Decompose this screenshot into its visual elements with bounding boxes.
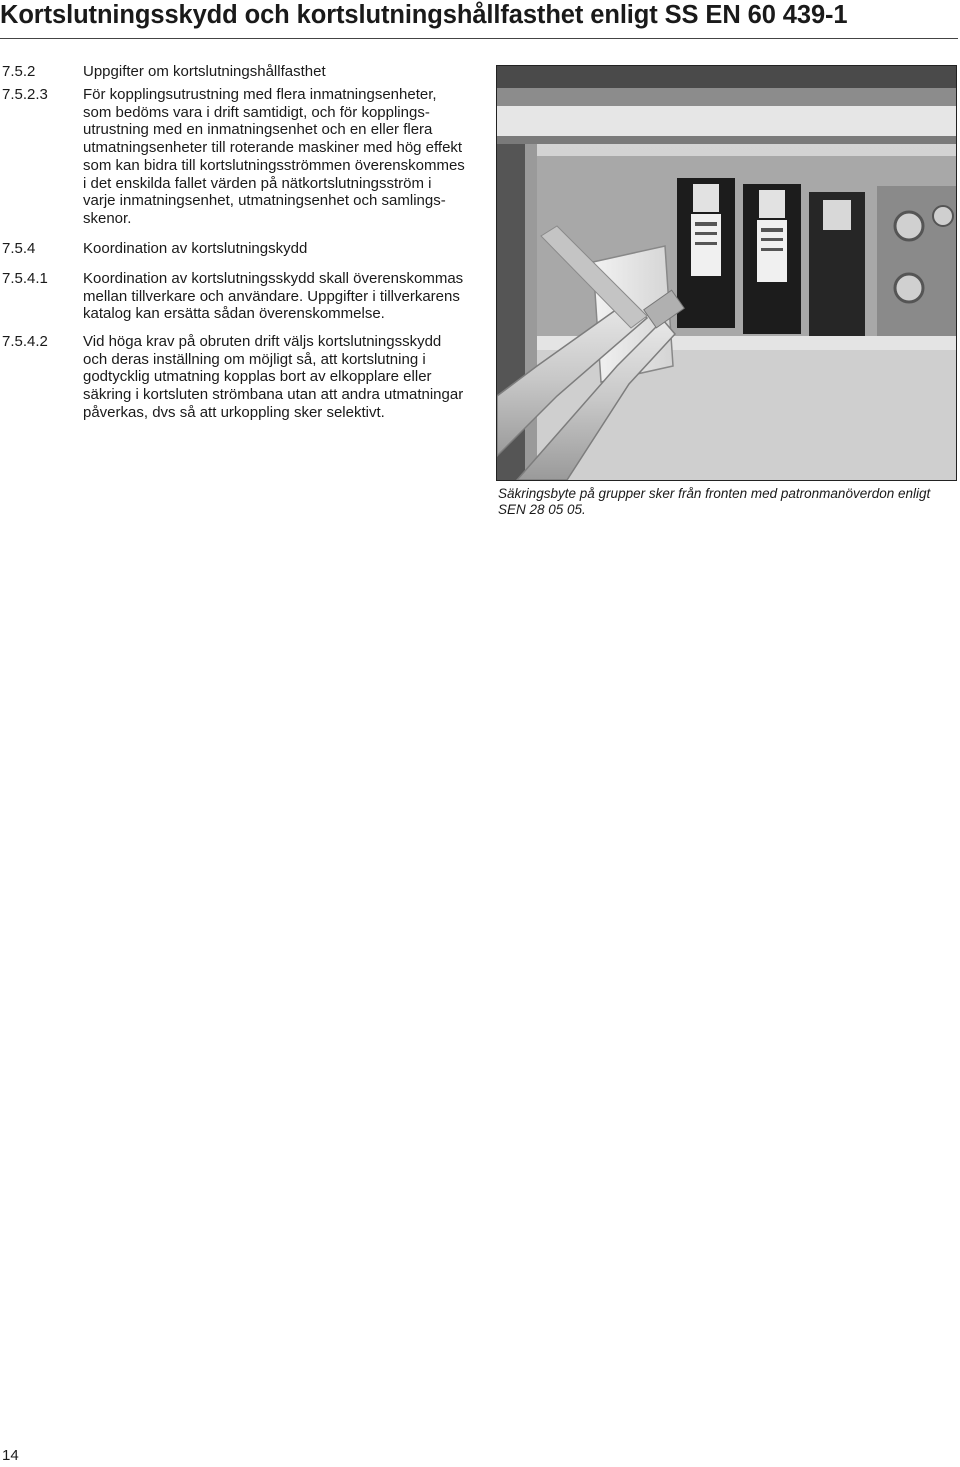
text-line: Koordination av kortslutningskydd xyxy=(83,240,308,257)
section-number: 7.5.2 xyxy=(2,63,36,80)
section-body xyxy=(83,270,468,323)
section-number: 7.5.4.2 xyxy=(2,333,48,350)
section-heading xyxy=(83,63,468,81)
page-number: 14 xyxy=(2,1447,19,1464)
text-line: Vid höga krav på obruten drift väljs kortslutningsskydd xyxy=(83,333,442,350)
text-line: Koordination av kortslutningsskydd skall överenskommas xyxy=(83,270,464,287)
section-number: 7.5.4.1 xyxy=(2,270,48,287)
caption-line: SEN 28 05 05. xyxy=(498,501,586,517)
text-line: Uppgifter om kortslutningshållfasthet xyxy=(83,63,326,80)
caption-line: Säkringsbyte på grupper sker från fronten med patronmanöverdon enligt xyxy=(498,486,931,501)
title-divider xyxy=(0,38,958,39)
text-line: mellan tillverkare och användare. Uppgifter i tillverkarens xyxy=(83,287,460,305)
text-line: som kan bidra till kortslutningsströmmen överenskommes xyxy=(83,156,465,174)
text-line: och deras inställning om möjligt så, att kortslutning i xyxy=(83,350,426,368)
section-number: 7.5.4 xyxy=(2,240,36,257)
text-line: godtycklig utmatning kopplas bort av elkopplare eller xyxy=(83,368,432,386)
text-line: påverkas, dvs så att urkoppling sker selektivt. xyxy=(83,403,385,421)
text-line: utrustning med en inmatningsenhet och en eller flera xyxy=(83,121,433,139)
text-line: i det enskilda fallet värden på nätkortslutningsström i xyxy=(83,174,432,192)
switchgear-illustration xyxy=(497,66,956,480)
text-line: som bedöms vara i drift samtidigt, och för kopplings- xyxy=(83,103,430,121)
page-title: Kortslutningsskydd och kortslutningshållfasthet enligt SS EN 60 439-1 xyxy=(0,1,848,29)
figure-caption xyxy=(498,486,958,517)
text-line: utmatningsenheter till roterande maskiner med hög effekt xyxy=(83,139,463,157)
section-number: 7.5.2.3 xyxy=(2,86,48,103)
section-body xyxy=(83,333,468,422)
text-line: säkring i kortsluten strömbana utan att andra utmatningar xyxy=(83,386,464,404)
switchgear-photo xyxy=(496,65,957,481)
text-line: varje inmatningsenhet, utmatningsenhet och samlings- xyxy=(83,192,446,210)
section-heading xyxy=(83,240,468,258)
text-line: katalog kan ersätta sådan överenskommelse. xyxy=(83,305,385,323)
text-line: För kopplingsutrustning med flera inmatningsenheter, xyxy=(83,86,437,103)
text-line: skenor. xyxy=(83,209,132,227)
section-body xyxy=(83,86,468,228)
